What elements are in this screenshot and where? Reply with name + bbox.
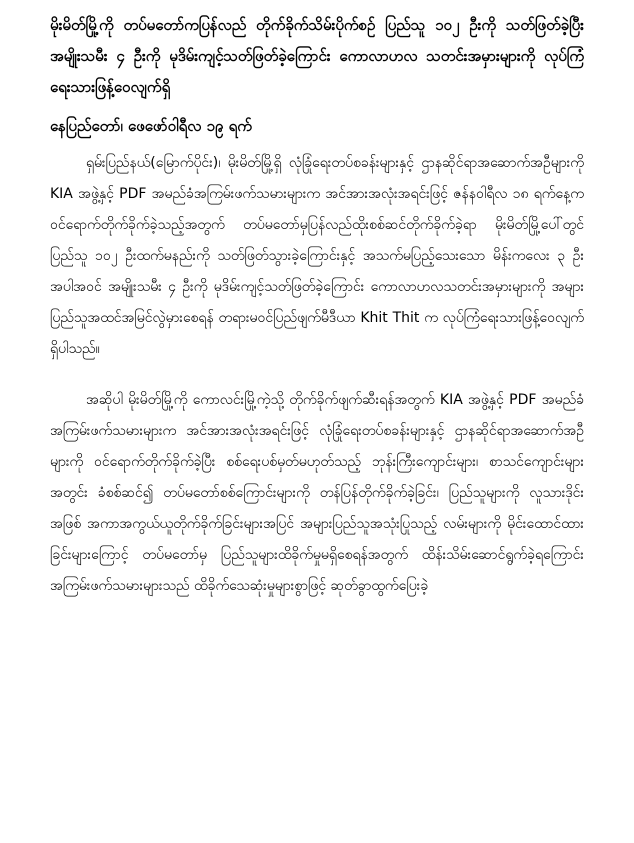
dateline: နေပြည်တော်၊ ဖေဖော်ဝါရီလ ၁၉ ရက် bbox=[50, 117, 252, 135]
headline: မိုးမိတ်မြို့ကို တပ်မတော်ကပြန်လည် တိုက်ခိုက်သိမ်းပိုက်စဉ် ပြည်သူ ၁၀၂ ဦးကို သတ်ဖြတ်ခဲ့ပြီး အမျိုးသမီး ၄ ဦးကို မုဒိမ်းကျင့်သတ်ဖြတ်ခဲ့ကြောင်း ကောလာဟလ သတင်းအမှားများကို လုပ်ကြံရေးသားဖြန့်ဝေလျက်ရှိ bbox=[50, 16, 584, 96]
body-paragraph-2: အဆိုပါ မိုးမိတ်မြို့ကို ကောလင်းမြို့ကဲ့သို့ တိုက်ခိုက်ဖျက်ဆီးရန်အတွက် KIA အဖွဲ့နှင့် PDF အမည်ခံအကြမ်းဖက်သမားများက အင်အားအလုံးအရင်းဖြင့် လုံခြုံရေးတပ်စခန်းများနှင့် ဌာနဆိုင်ရာအဆောက်အဦများကို ဝင်ရောက်တိုက်ခိုက်ခဲ့ပြီး စစ်ရေးပစ်မှတ်မဟုတ်သည့် ဘုန်းကြီးကျောင်းများ၊ စာသင်ကျောင်းများအတွင်း ခံစစ်ဆင်၍ တပ်မတော်စစ်ကြောင်းများကို တန်ပြန်တိုက်ခိုက်ခဲ့ခြင်း၊ ပြည်သူများကို လူသားဒိုင်းအဖြစ် အကာအကွယ်ယူတိုက်ခိုက်ခြင်းများအပြင် အများပြည်သူအသုံးပြုသည့် လမ်းများကို မိုင်းထောင်ထားခြင်းများကြောင့် တပ်မတော်မှ ပြည်သူများထိခိုက်မှုမရှိစေရန်အတွက် ထိန်းသိမ်းဆောင်ရွက်ခဲ့ရကြောင်း အကြမ်းဖက်သမားများသည် ထိခိုက်သေဆုံးမှုများစွာဖြင့် ဆုတ်ခွာထွက်ပြေးခဲ့ bbox=[50, 392, 584, 594]
body-paragraph-1: ရှမ်းပြည်နယ်(မြောက်ပိုင်း)၊ မိုးမိတ်မြို့ရှိ လုံခြုံရေးတပ်စခန်းများနှင့် ဌာနဆိုင်ရာအဆောက်အဦများကို KIA အဖွဲ့နှင့် PDF အမည်ခံအကြမ်းဖက်သမားများက အင်အားအလုံးအရင်းဖြင့် ဇန်နဝါရီလ ၁၈ ရက်နေ့က ဝင်ရောက်တိုက်ခိုက်ခဲ့သည့်အတွက် တပ်မတော်မှပြန်လည်ထိုးစစ်ဆင်တိုက်ခိုက်ခဲ့ရာ မိုးမိတ်မြို့ပေါ်တွင် ပြည်သူ ၁၀၂ ဦးထက်မနည်းကို သတ်ဖြတ်သွားခဲ့ကြောင်းနှင့် အသက်မပြည့်သေးသော မိန်းကလေး ၃ ဦးအပါအဝင် အမျိုးသမီး ၄ ဦးကို မုဒိမ်းကျင့်သတ်ဖြတ်ခဲ့ကြောင်း ကောလာဟလသတင်းအမှားများကို အများပြည်သူအထင်အမြင်လွဲမှားစေရန် တရားမဝင်ပြည်ဖျက်မီဒီယာ Khit Thit က လုပ်ကြံရေးသားဖြန့်ဝေလျက်ရှိပါသည်။ bbox=[50, 155, 584, 357]
